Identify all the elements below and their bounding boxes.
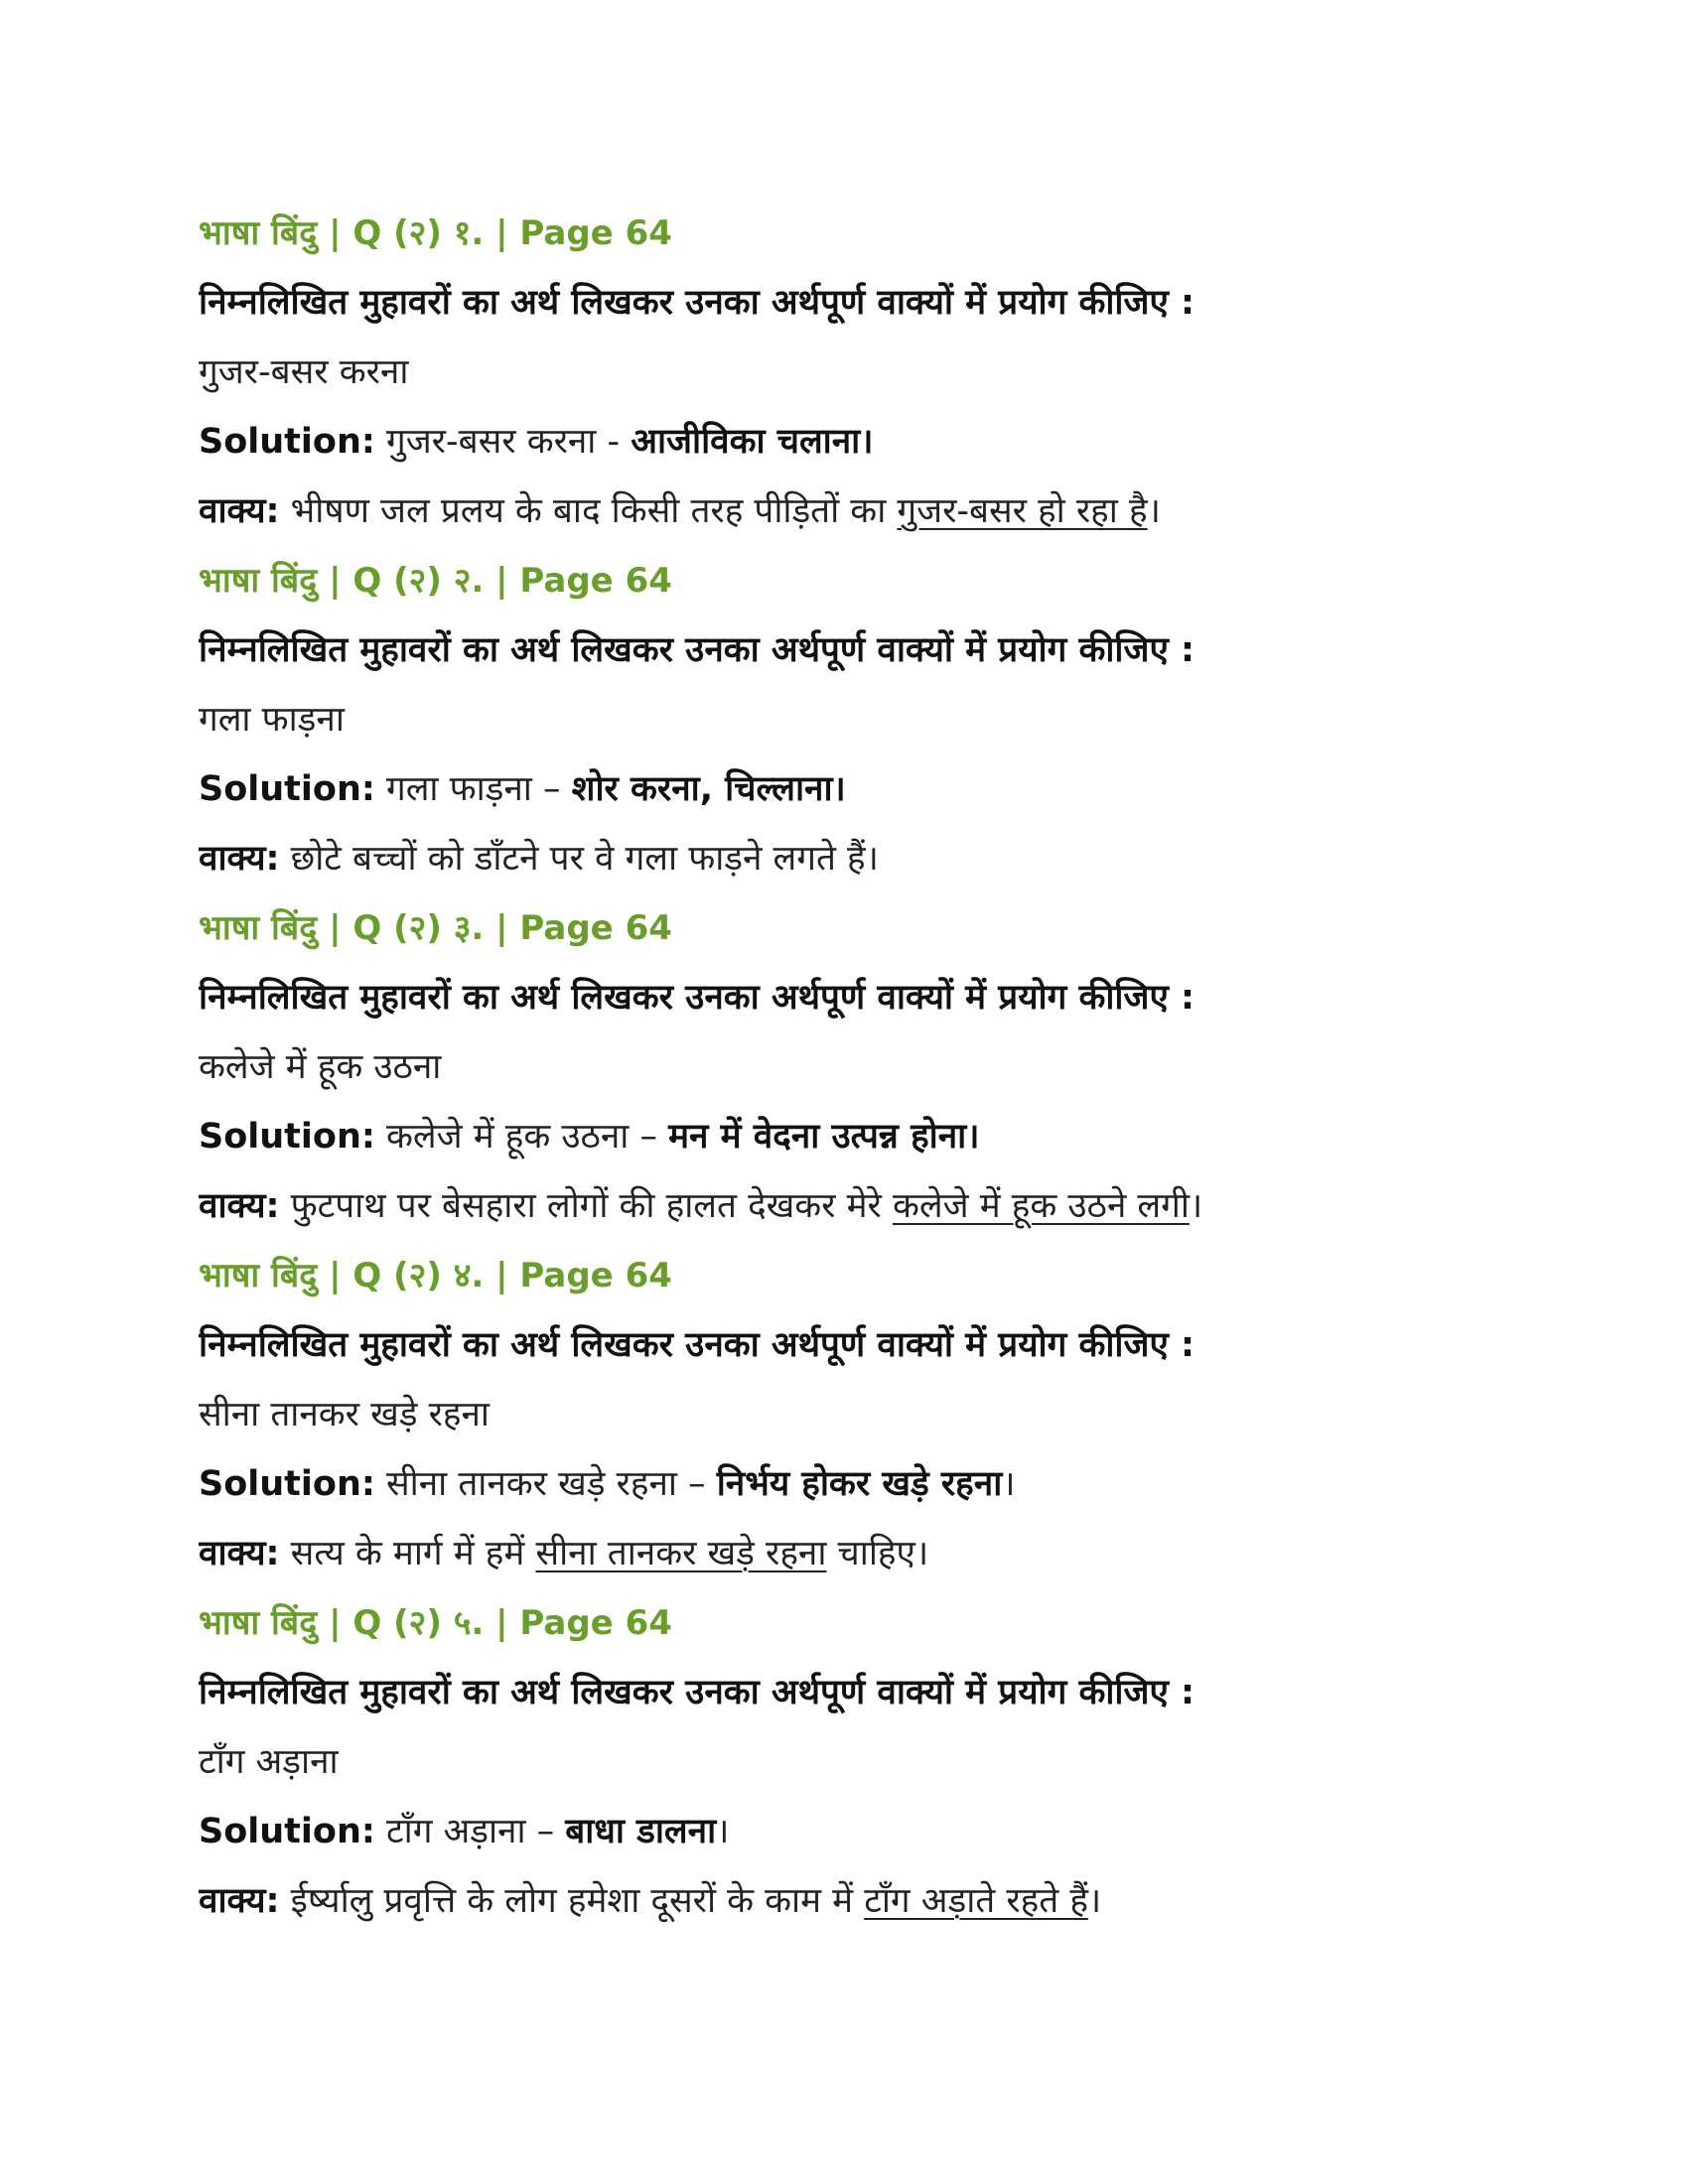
solution-idiom: सीना तानकर खड़े रहना –	[374, 1464, 717, 1504]
idiom-text: गला फाड़ना	[199, 700, 345, 740]
question-instruction: निम्नलिखित मुहावरों का अर्थ लिखकर उनका अर्थपूर्ण वाक्यों में प्रयोग कीजिए :	[199, 630, 1195, 670]
idiom-meaning: आजीविका चलाना।	[631, 422, 874, 462]
sentence-label: वाक्य:	[199, 1881, 280, 1921]
idiom-meaning: शोर करना, चिल्लाना।	[571, 769, 846, 809]
sentence-after: चाहिए।	[826, 1534, 929, 1573]
solution-label: Solution:	[199, 1812, 375, 1851]
question-block-5	[199, 1588, 1529, 1936]
sentence-underlined: गुजर-बसर हो रहा है	[897, 491, 1148, 531]
sentence-before: फुटपाथ पर बेसहारा लोगों की हालत देखकर मेरे	[279, 1186, 893, 1226]
sentence-label: वाक्य:	[199, 839, 280, 879]
question-heading: भाषा बिंदु | Q (२) ३. | Page 64	[199, 908, 672, 948]
idiom-meaning: मन में वेदना उत्पन्न होना।	[668, 1117, 980, 1157]
idiom-meaning: बाधा डालना	[565, 1812, 717, 1851]
question-heading: भाषा बिंदु | Q (२) ४. | Page 64	[199, 1256, 672, 1296]
question-block-1	[199, 199, 1529, 546]
question-heading: भाषा बिंदु | Q (२) १. | Page 64	[199, 213, 672, 253]
sentence-before: सत्य के मार्ग में हमें	[279, 1534, 536, 1573]
sentence-line	[199, 824, 1529, 893]
solution-line	[199, 407, 1529, 477]
sentence-label: वाक्य:	[199, 1186, 280, 1226]
sentence-underlined: सीना तानकर खड़े रहना	[535, 1534, 827, 1573]
sentence-line	[199, 1519, 1529, 1588]
sentence-label: वाक्य:	[199, 1534, 280, 1573]
solution-label: Solution:	[199, 1117, 375, 1157]
sentence-after: ।	[1189, 1186, 1203, 1226]
solution-idiom: गुजर-बसर करना -	[374, 422, 632, 462]
solution-idiom: टाँग अड़ाना –	[374, 1812, 566, 1851]
question-instruction: निम्नलिखित मुहावरों का अर्थ लिखकर उनका अर्थपूर्ण वाक्यों में प्रयोग कीजिए :	[199, 1673, 1195, 1712]
sentence-before: छोटे बच्चों को डाँटने पर वे गला फाड़ने लगते हैं।	[279, 839, 879, 879]
sentence-label: वाक्य:	[199, 491, 280, 531]
question-instruction: निम्नलिखित मुहावरों का अर्थ लिखकर उनका अर्थपूर्ण वाक्यों में प्रयोग कीजिए :	[199, 1325, 1195, 1365]
solution-line	[199, 1102, 1529, 1171]
solution-idiom: कलेजे में हूक उठना –	[374, 1117, 669, 1157]
document-page	[199, 199, 1529, 1936]
solution-line	[199, 1449, 1529, 1519]
question-instruction: निम्नलिखित मुहावरों का अर्थ लिखकर उनका अर्थपूर्ण वाक्यों में प्रयोग कीजिए :	[199, 978, 1195, 1018]
meaning-tail: ।	[1002, 1464, 1016, 1504]
sentence-line	[199, 1866, 1529, 1936]
idiom-text: टाँग अड़ाना	[199, 1742, 339, 1782]
sentence-after: ।	[1147, 491, 1161, 531]
idiom-text: सीना तानकर खड़े रहना	[199, 1395, 490, 1434]
solution-idiom: गला फाड़ना –	[374, 769, 572, 809]
question-heading: भाषा बिंदु | Q (२) ५. | Page 64	[199, 1603, 672, 1643]
sentence-after: ।	[1087, 1881, 1102, 1921]
question-block-2	[199, 546, 1529, 893]
sentence-before: ईर्ष्यालु प्रवृत्ति के लोग हमेशा दूसरों के काम में	[279, 1881, 865, 1921]
solution-label: Solution:	[199, 1464, 375, 1504]
question-heading: भाषा बिंदु | Q (२) २. | Page 64	[199, 561, 672, 601]
sentence-line	[199, 1171, 1529, 1241]
idiom-text: गुजर-बसर करना	[199, 352, 409, 392]
idiom-meaning: निर्भय होकर खड़े रहना	[716, 1464, 1003, 1504]
sentence-underlined: टाँग अड़ाते रहते हैं	[864, 1881, 1088, 1921]
idiom-text: कलेजे में हूक उठना	[199, 1047, 442, 1087]
solution-line	[199, 1797, 1529, 1866]
solution-label: Solution:	[199, 422, 375, 462]
sentence-line	[199, 477, 1529, 546]
solution-line	[199, 754, 1529, 824]
question-block-3	[199, 893, 1529, 1241]
sentence-underlined: कलेजे में हूक उठने लगी	[892, 1186, 1190, 1226]
question-instruction: निम्नलिखित मुहावरों का अर्थ लिखकर उनका अर्थपूर्ण वाक्यों में प्रयोग कीजिए :	[199, 283, 1195, 323]
meaning-tail: ।	[716, 1812, 730, 1851]
question-block-4	[199, 1241, 1529, 1588]
solution-label: Solution:	[199, 769, 375, 809]
sentence-before: भीषण जल प्रलय के बाद किसी तरह पीड़ितों का	[279, 491, 898, 531]
